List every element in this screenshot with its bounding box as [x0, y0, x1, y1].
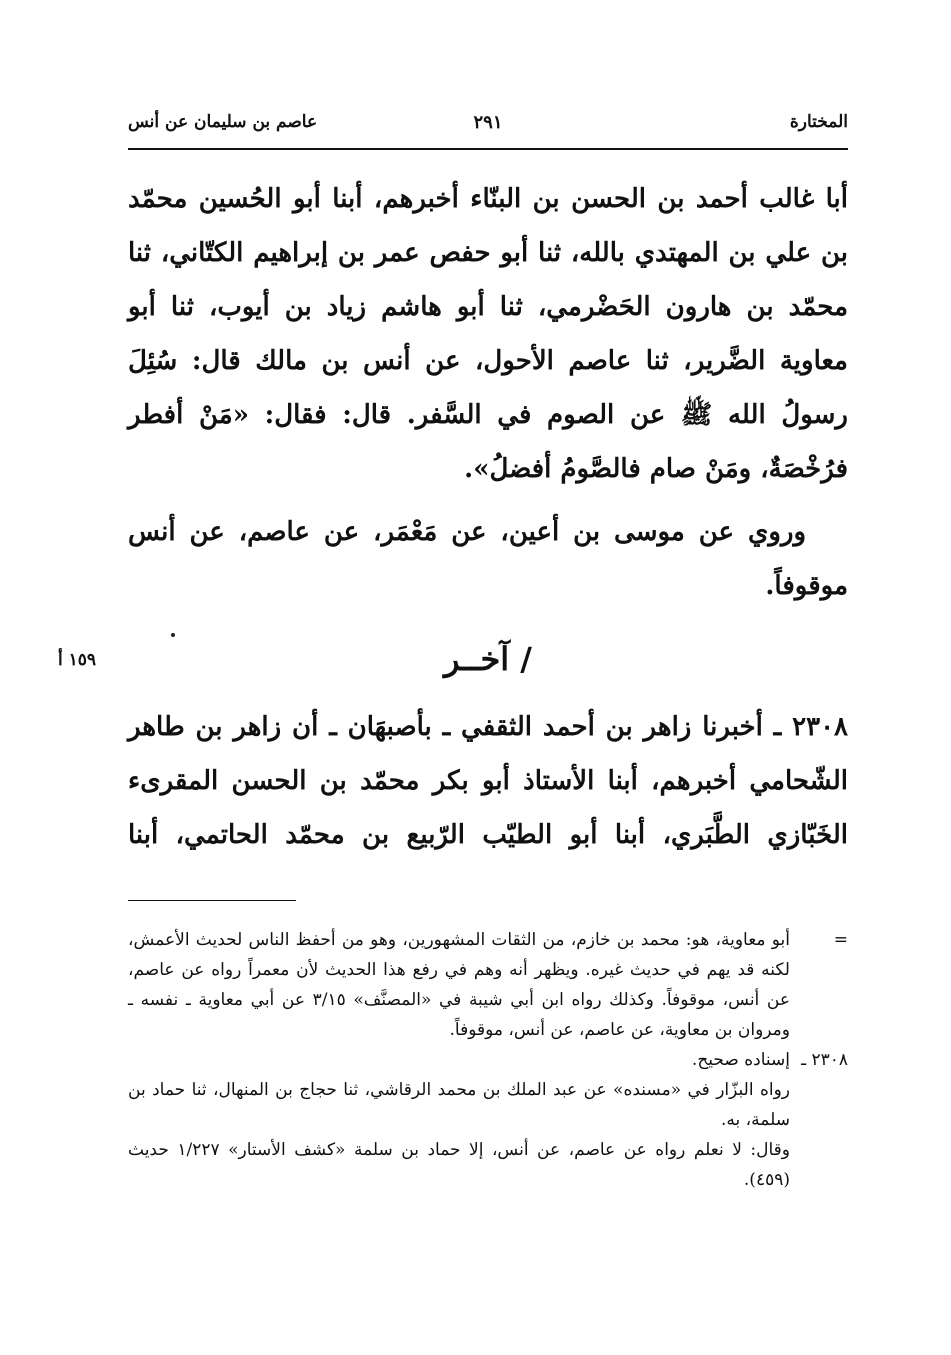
- book-title: المختارة: [789, 112, 848, 132]
- paragraph-isnad: أبا غالب أحمد بن الحسن بن البنّاء أخبرهم، أبنا أبو الحُسين محمّد بن علي بن المهتدي بالله، ثنا أبو حفص عمر بن إبراهيم الكتّاني، ثنا محمّد بن هارون الحَضْرمي، ثنا أبو هاشم زياد بن أيوب، ثنا أبو معاوية الضَّرير، ثنا عاصم الأحول، عن أنس بن مالك قال: سُئِلَ رسولُ الله ﷺ عن الصوم في السَّفر. قال: فقال: «مَنْ أفطر فرُخْصَةٌ، ومَنْ صام فالصَّومُ أفضلُ».: [128, 184, 848, 484]
- hadith-number: ٢٣٠٨: [792, 712, 848, 742]
- running-header: [128, 112, 848, 142]
- header-rule: [128, 148, 848, 150]
- continuation-mark: =: [833, 930, 848, 950]
- footnote-continuation: [128, 925, 848, 1045]
- footnote-2308: [128, 1045, 848, 1075]
- footnote-rule: [128, 900, 296, 901]
- footnote-number: ٢٣٠٨ ـ: [801, 1050, 848, 1070]
- page-number: ٢٩١: [473, 112, 503, 133]
- hadith-2308: [128, 700, 848, 862]
- footnotes: [128, 925, 848, 1195]
- footnote-line: وقال: لا نعلم رواه عن عاصم، عن أنس، إلا حماد بن سلمة «كشف الأستار» ١/٢٢٧ حديث (٤٥٩).: [128, 1140, 790, 1190]
- ink-dot: [171, 633, 175, 637]
- chapter-title: عاصم بن سليمان عن أنس: [128, 112, 318, 132]
- footnote-grade: إسناده صحيح.: [691, 1050, 790, 1070]
- hadith-text: ـ أخبرنا زاهر بن أحمد الثقفي ـ بأصبهَان ـ أن زاهر بن طاهر الشّحامي أخبرهم، أبنا الأستاذ أبو بكر محمّد بن الحسن المقرىء الخَبّازي الطَّبَري، أبنا أبو الطيّب الرّبيع بن محمّد الحاتمي، أبنا: [128, 712, 848, 850]
- book-page: [128, 100, 848, 1300]
- section-heading: / آخــر: [444, 640, 532, 678]
- footnote-continuation-text: أبو معاوية، هو: محمد بن خازم، من الثقات المشهورين، وهو من أحفظ الناس لحديث الأعمش، لكنه قد يهم في حديث غيره. ويظهر أنه وهم في رفع هذا الحديث لأن معمراً رواه عن عاصم، عن أنس، موقوفاً. وكذلك رواه ابن أبي شيبة في «المصنَّف» ٣/١٥ عن أبي معاوية ـ نفسه ـ ومروان بن معاوية، عن عاصم، عن أنس، موقوفاً.: [128, 930, 790, 1040]
- footnote-line: رواه البزّار في «مسنده» عن عبد الملك بن محمد الرقاشي، ثنا حجاج بن المنهال، ثنا حماد بن سلمة، به.: [128, 1080, 790, 1130]
- paragraph-mawquf-note: وروي عن موسى بن أعين، عن مَعْمَر، عن عاصم، عن أنس موقوفاً.: [128, 517, 848, 601]
- folio-margin-note: ١٥٩ أ: [58, 650, 97, 670]
